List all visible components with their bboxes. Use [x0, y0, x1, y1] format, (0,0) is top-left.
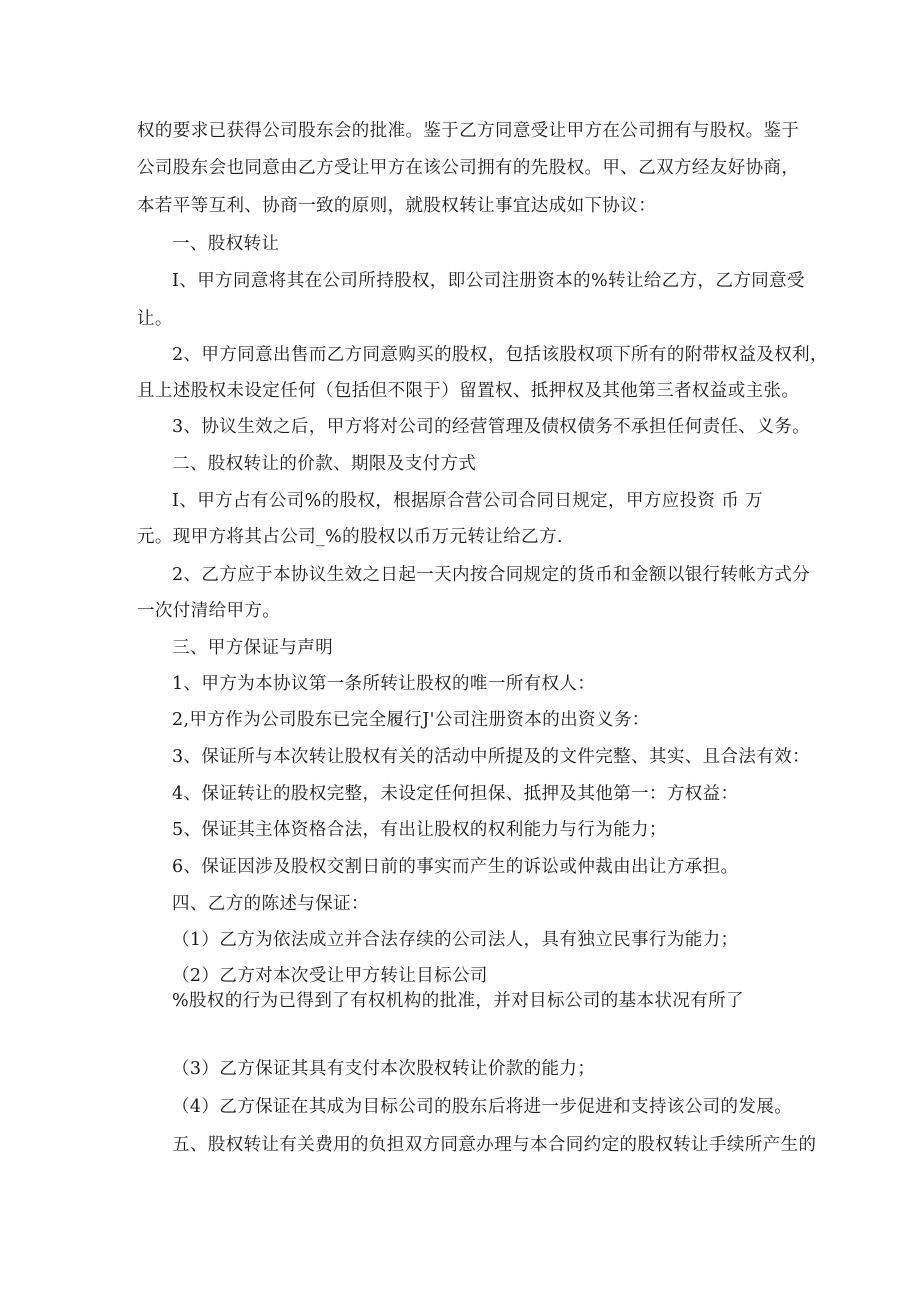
paragraph-line: （2）乙方对本次受让甲方转让目标公司 — [172, 966, 488, 986]
paragraph-line: I、甲方同意将其在公司所持股权，即公司注册资本的%转让给乙方，乙方同意受 — [172, 271, 805, 291]
paragraph-line: I、甲方占有公司%的股权，根据原合营公司合同日规定，甲方应投资 币 万 — [172, 491, 764, 511]
paragraph-line: （3）乙方保证其具有支付本次股权转让价款的能力； — [172, 1059, 596, 1079]
paragraph-line: 权的要求已获得公司股东会的批准。鉴于乙方同意受让甲方在公司拥有与股权。鉴于 — [137, 121, 800, 141]
paragraph-line: 5、保证其主体资格合法，有出让股权的权利能力与行为能力； — [172, 820, 667, 840]
paragraph-line: 1、甲方为本协议第一条所转让股权的唯一所有权人： — [172, 674, 596, 694]
paragraph-line: 一次付清给甲方。 — [137, 601, 281, 621]
paragraph-line: 4、保证转让的股权完整，未设定任何担保、抵押及其他第一：方权益： — [172, 784, 739, 804]
paragraph-line: 且上述股权未设定任何（包括但不限于）留置权、抵押权及其他第三者权益或主张。 — [137, 381, 800, 401]
paragraph-line: 6、保证因涉及股权交割日前的事实而产生的诉讼或仲裁由出让方承担。 — [172, 857, 739, 877]
paragraph-line: 2、甲方同意出售而乙方同意购买的股权，包括该股权项下所有的附带权益及权利， — [172, 345, 828, 365]
paragraph-line: 元。现甲方将其占公司_%的股权以币万元转让给乙方. — [137, 527, 563, 547]
paragraph-line: 本若平等互利、协商一致的原则，就股权转让事宜达成如下协议： — [137, 196, 657, 216]
section-heading: 一、股权转让 — [172, 234, 280, 254]
paragraph-line: 2、乙方应于本协议生效之日起一天内按合同规定的货币和金额以银行转帐方式分 — [172, 565, 811, 585]
paragraph-line: （4）乙方保证在其成为目标公司的股东后将进一步促进和支持该公司的发展。 — [172, 1097, 793, 1117]
paragraph-line: 3、保证所与本次转让股权有关的活动中所提及的文件完整、其实、且合法有效： — [172, 747, 811, 767]
section-heading: 二、股权转让的价款、期限及支付方式 — [172, 454, 477, 474]
section-heading: 三、甲方保证与声明 — [172, 638, 334, 658]
paragraph-line: %股权的行为已得到了有权机构的批准，并对目标公司的基本状况有所了 — [172, 991, 744, 1011]
paragraph-line: 2,甲方作为公司股东已完全履行J'公司注册资本的出资义务： — [172, 710, 650, 730]
paragraph-line: 让。 — [137, 309, 173, 329]
section-heading: 五、股权转让有关费用的负担双方同意办理与本合同约定的股权转让手续所产生的 — [172, 1135, 817, 1155]
paragraph-line: 3、协议生效之后，甲方将对公司的经营管理及债权债务不承担任何责任、义务。 — [172, 417, 811, 437]
paragraph-line: （1）乙方为依法成立并合法存续的公司法人，具有独立民事行为能力； — [172, 930, 739, 950]
paragraph-line: 公司股东会也同意由乙方受让甲方在该公司拥有的先股权。甲、乙双方经友好协商， — [137, 158, 800, 178]
section-heading: 四、乙方的陈述与保证： — [172, 894, 369, 914]
